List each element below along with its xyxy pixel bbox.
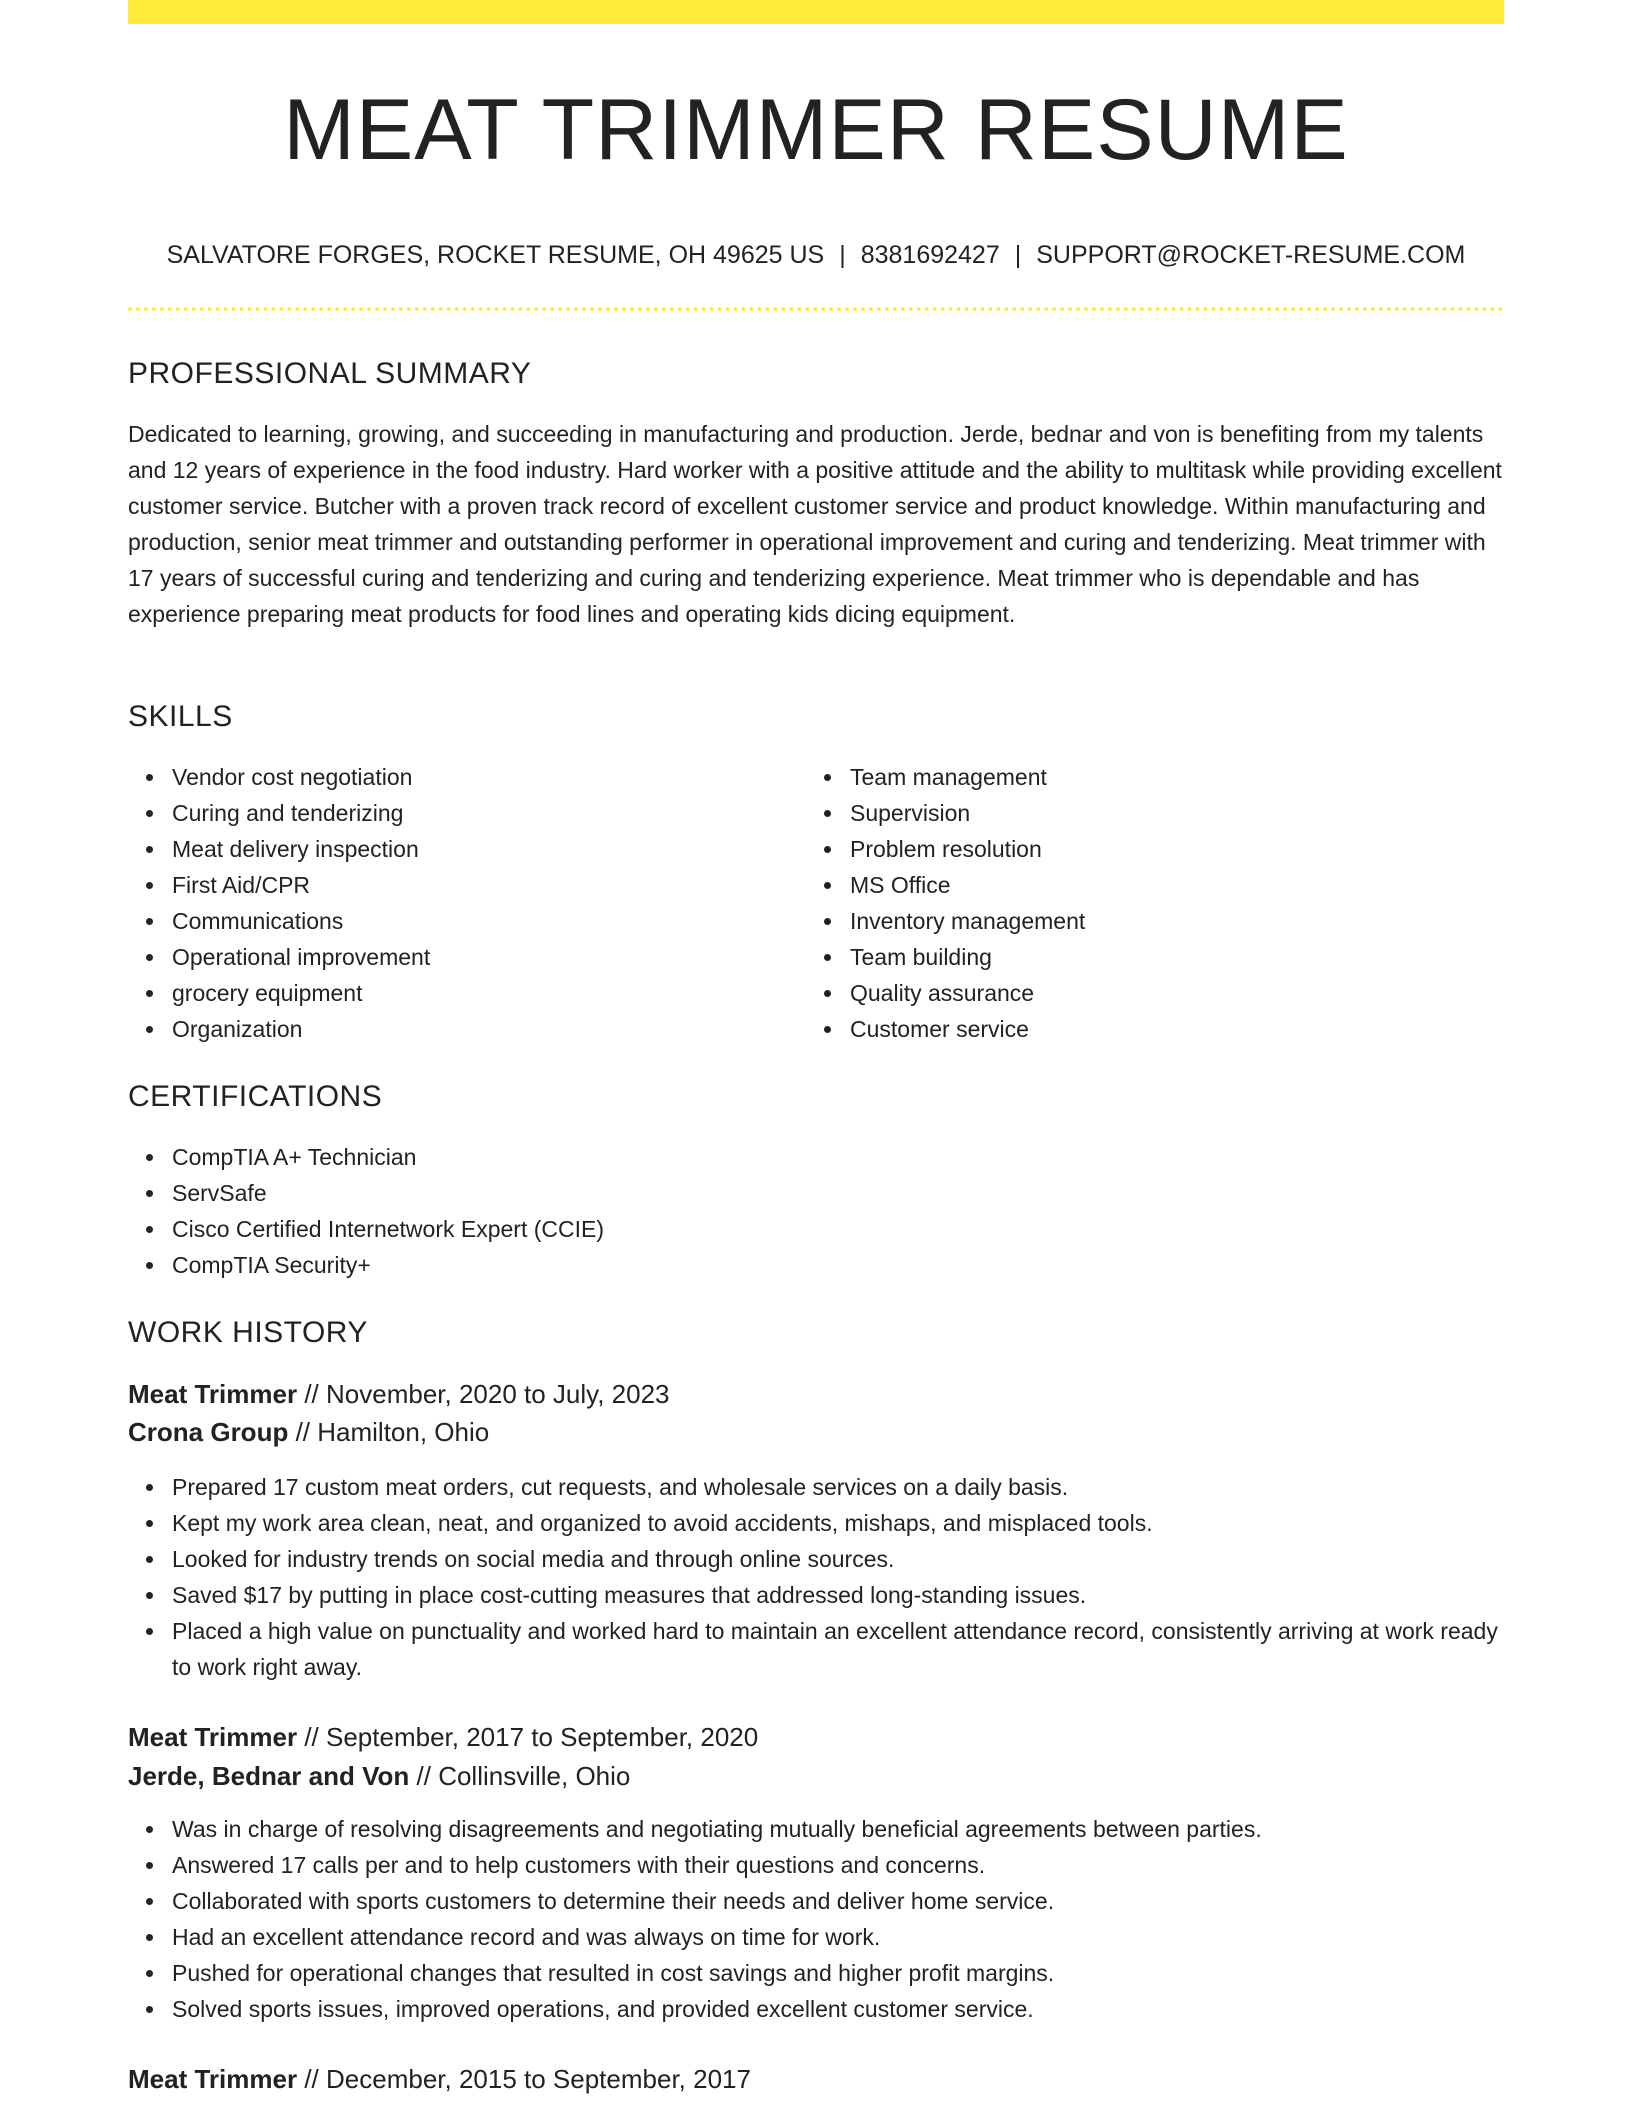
job-title-line [128, 1718, 758, 1756]
certification-item: Cisco Certified Internetwork Expert (CCIE) [128, 1211, 1504, 1247]
certification-item: CompTIA Security+ [128, 1247, 1504, 1283]
skill-item: Customer service [806, 1011, 1466, 1047]
job-title: Meat Trimmer [128, 2064, 298, 2094]
skill-item: Team management [806, 759, 1466, 795]
job-bullet: Collaborated with sports customers to determine their needs and deliver home service. [128, 1883, 1504, 1919]
job-location: Hamilton, Ohio [317, 1417, 490, 1447]
contact-address: SALVATORE FORGES, ROCKET RESUME, OH 49625 US [166, 241, 825, 269]
job-title-line [128, 2060, 751, 2098]
certifications-heading: CERTIFICATIONS [128, 1080, 383, 1113]
contact-separator: | [1014, 241, 1022, 269]
job-separator: // [295, 1417, 311, 1447]
skill-item: Supervision [806, 795, 1466, 831]
skill-item: MS Office [806, 867, 1466, 903]
skill-item: Inventory management [806, 903, 1466, 939]
certification-item: CompTIA A+ Technician [128, 1139, 1504, 1175]
job-bullet: Pushed for operational changes that resulted in cost savings and higher profit margins. [128, 1955, 1504, 1991]
skill-item: Vendor cost negotiation [128, 759, 788, 795]
job-separator: // [416, 1761, 431, 1791]
job-company: Jerde, Bednar and Von [128, 1761, 410, 1791]
skills-right-column [806, 759, 1466, 1047]
skills-list-left [128, 759, 788, 1047]
contact-phone: 8381692427 [860, 241, 1000, 269]
skill-item: Organization [128, 1011, 788, 1047]
job-bullet: Kept my work area clean, neat, and organized to avoid accidents, mishaps, and misplaced tools. [128, 1505, 1504, 1541]
job-title-line [128, 1375, 670, 1413]
skill-item: First Aid/CPR [128, 867, 788, 903]
skill-item: Problem resolution [806, 831, 1466, 867]
contact-email: SUPPORT@ROCKET-RESUME.COM [1036, 241, 1466, 269]
skills-left-column [128, 759, 788, 1047]
job-company: Crona Group [128, 1417, 289, 1447]
job-separator: // [304, 1722, 319, 1752]
job-bullet: Looked for industry trends on social media and through online sources. [128, 1541, 1504, 1577]
skill-item: Curing and tenderizing [128, 795, 788, 831]
skill-item: Operational improvement [128, 939, 788, 975]
work-history-heading: WORK HISTORY [128, 1316, 368, 1349]
job-bullets [128, 1469, 1504, 1685]
resume-title: MEAT TRIMMER RESUME [283, 82, 1349, 178]
job-bullet: Prepared 17 custom meat orders, cut requests, and wholesale services on a daily basis. [128, 1469, 1504, 1505]
summary-heading: PROFESSIONAL SUMMARY [128, 357, 532, 390]
job-title: Meat Trimmer [128, 1722, 298, 1752]
job-separator: // [304, 1379, 319, 1409]
skills-heading: SKILLS [128, 700, 233, 733]
accent-top-bar [128, 0, 1504, 24]
skills-list-right [806, 759, 1466, 1047]
job-dates: December, 2015 to September, 2017 [326, 2064, 751, 2094]
job-dates: September, 2017 to September, 2020 [326, 1722, 759, 1752]
skill-item: Meat delivery inspection [128, 831, 788, 867]
job-bullet: Had an excellent attendance record and was always on time for work. [128, 1919, 1504, 1955]
certifications-list [128, 1139, 1504, 1283]
summary-text: Dedicated to learning, growing, and succeeding in manufacturing and production. Jerde, bednar and von is benefiting from my talents and 12 years of experience in the food industry. Hard worker with a positive attitude and the ability to multitask while providing excellent customer service. Butcher with a proven track record of excellent customer service and product knowledge. Within manufacturing and production, senior meat trimmer and outstanding performer in operational improvement and curing and tenderizing. Meat trimmer with 17 years of successful curing and tenderizing and curing and tenderizing experience. Meat trimmer who is dependable and has experience preparing meat products for food lines and operating kids dicing equipment. [128, 421, 1502, 627]
job-separator: // [304, 2064, 319, 2094]
certification-item: ServSafe [128, 1175, 1504, 1211]
job-bullet: Placed a high value on punctuality and worked hard to maintain an excellent attendance record, consistently arriving at work ready to work right away. [128, 1613, 1504, 1685]
contact-separator: | [839, 241, 846, 269]
contact-line [128, 238, 1504, 272]
job-dates: November, 2020 to July, 2023 [326, 1379, 670, 1409]
skill-item: Team building [806, 939, 1466, 975]
job-bullets [128, 1811, 1504, 2027]
job-bullet: Saved $17 by putting in place cost-cutting measures that addressed long-standing issues. [128, 1577, 1504, 1613]
skill-item: Quality assurance [806, 975, 1466, 1011]
job-company-line [128, 1413, 489, 1451]
job-company-line [128, 1757, 630, 1795]
job-bullet: Solved sports issues, improved operations, and provided excellent customer service. [128, 1991, 1504, 2027]
job-title: Meat Trimmer [128, 1379, 298, 1409]
skill-item: grocery equipment [128, 975, 788, 1011]
job-location: Collinsville, Ohio [438, 1761, 631, 1791]
skill-item: Communications [128, 903, 788, 939]
job-bullet: Answered 17 calls per and to help customers with their questions and concerns. [128, 1847, 1504, 1883]
job-bullet: Was in charge of resolving disagreements and negotiating mutually beneficial agreements between parties. [128, 1811, 1504, 1847]
dotted-divider [128, 307, 1504, 311]
